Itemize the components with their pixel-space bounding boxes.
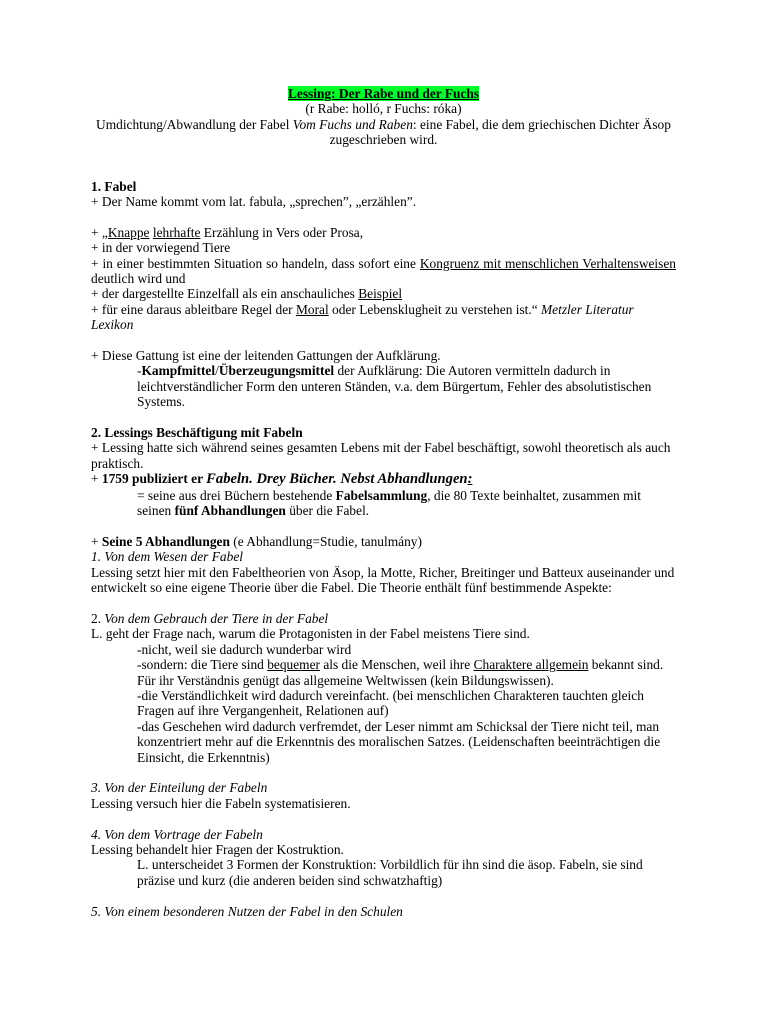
abhandlung-1-title: 1. Von dem Wesen der Fabel	[91, 549, 243, 565]
translation-line: (r Rabe: holló, r Fuchs: róka)	[305, 101, 462, 117]
kampfmittel-paragraph: -Kampfmittel/Überzeugungsmittel der Aufklärung: Die Autoren vermitteln dadurch in leichtverständlicher Form den unteren Ständen, v.a. dem Bürgertum, Fehler des absolutistischen Systems.	[137, 363, 652, 410]
abhandlung-5-title: 5. Von einem besonderen Nutzen der Fabel in den Schulen	[91, 903, 403, 919]
fabelsammlung-paragraph: = seine aus drei Büchern bestehende Fabelsammlung, die 80 Texte beinhaltet, zusammen mit seinen fünf Abhandlungen über die Fabel.	[137, 487, 641, 519]
abhandlung-2-title: 2. Von dem Gebrauch der Tiere in der Fabel	[91, 610, 329, 626]
title-line	[91, 86, 676, 101]
lessing-intro: + Lessing hatte sich während seines gesamten Lebens mit der Fabel beschäftigt, sowohl theoretisch als auch praktisch.	[91, 440, 671, 471]
abhandlung-4-title: 4. Von dem Vortrage der Fabeln	[91, 826, 263, 842]
section-2-heading: 2. Lessings Beschäftigung mit Fabeln	[91, 425, 303, 441]
document-body	[91, 86, 676, 919]
definition-line-1: + „Knappe lehrhafte Erzählung in Vers oder Prosa,	[91, 224, 364, 240]
fabel-name-line: + Der Name kommt vom lat. fabula, „sprechen”, „erzählen”.	[91, 194, 417, 210]
abhandlung-1-text: Lessing setzt hier mit den Fabeltheorien von Äsop, la Motte, Richer, Breitinger und Batteux auseinander und entwickelt so eine eigene Theorie über die Fabel. Die Theorie enthält fünf bestimmende Aspekte:	[91, 564, 675, 596]
abhandlung-2-point-1: -nicht, weil sie dadurch wunderbar wird	[137, 641, 352, 657]
publication-line: + 1759 publiziert er Fabeln. Drey Bücher. Nebst Abhandlungen:	[91, 471, 473, 488]
definition-line-5: + für eine daraus ableitbare Regel der Moral oder Lebensklugheit zu verstehen ist.“ Metzler Literatur Lexikon	[91, 301, 634, 333]
abhandlung-2-point-2: -sondern: die Tiere sind bequemer als die Menschen, weil ihre Charaktere allgemein bekannt sind. Für ihr Verständnis genügt das allgemeine Weltwissen (kein Bildungswissen).	[137, 657, 664, 688]
abhandlung-2-text: L. geht der Frage nach, warum die Protagonisten in der Fabel meistens Tiere sind.	[91, 626, 530, 642]
abhandlungen-heading: + Seine 5 Abhandlungen (e Abhandlung=Studie, tanulmány)	[91, 533, 422, 549]
abhandlung-4-text: Lessing behandelt hier Fragen der Kostruktion.	[91, 841, 344, 857]
abhandlung-3-title: 3. Von der Einteilung der Fabeln	[91, 780, 268, 796]
gattung-line: + Diese Gattung ist eine der leitenden Gattungen der Aufklärung.	[91, 348, 441, 364]
abhandlung-3-text: Lessing versuch hier die Fabeln systematisieren.	[91, 795, 351, 811]
abhandlung-2-point-3: -die Verständlichkeit wird dadurch vereinfacht. (bei menschlichen Charakteren tauchten gleich Fragen auf ihre Vergangenheit, Relationen auf)	[137, 687, 644, 719]
definition-line-2: + in der vorwiegend Tiere	[91, 240, 231, 256]
section-1-heading: 1. Fabel	[91, 178, 137, 194]
page-title: Lessing: Der Rabe und der Fuchs	[287, 86, 480, 101]
abhandlung-4-point-1: L. unterscheidet 3 Formen der Konstruktion: Vorbildlich für ihn sind die äsop. Fabeln, sie sind präzise und kurz (die anderen beiden sind schwatzhaftig)	[137, 857, 643, 888]
subtitle: Umdichtung/Abwandlung der Fabel Vom Fuchs und Raben: eine Fabel, die dem griechischen Dichter Äsop zugeschrieben wird.	[96, 116, 671, 148]
definition-line-3: + in einer bestimmten Situation so handeln, dass sofort eine Kongruenz mit menschlichen Verhaltensweisen deutlich wird und	[91, 255, 676, 287]
abhandlung-2-point-4: -das Geschehen wird dadurch verfremdet, der Leser nimmt am Schicksal der Tiere nicht teil, man konzentriert mehr auf die Erkenntnis des moralischen Satzes. (Leidenschaften beeinträchtigen die Einsicht, die Erkenntnis)	[137, 718, 661, 765]
definition-line-4: + der dargestellte Einzelfall als ein anschauliches Beispiel	[91, 286, 403, 302]
